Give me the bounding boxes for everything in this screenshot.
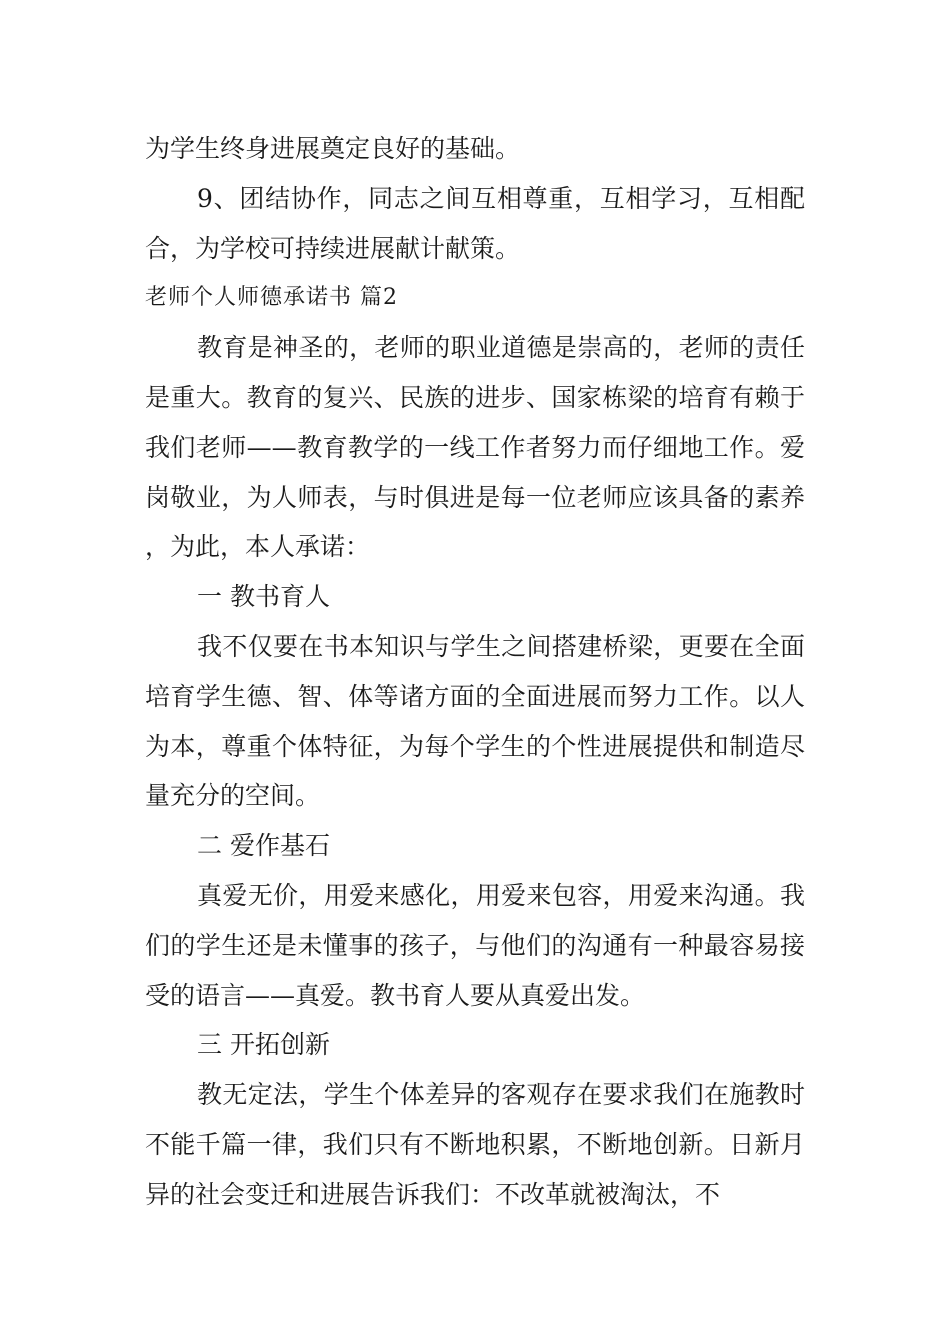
paragraph-1: 我不仅要在书本知识与学生之间搭建桥梁，更要在全面培育学生德、智、体等诸方面的全面进展而努力工作。以人为本，尊重个体特征，为每个学生的个性进展提供和制造尽量充分的空间。 bbox=[145, 631, 805, 811]
paragraph-continuation: 为学生终身进展奠定良好的基础。 bbox=[145, 134, 521, 163]
paragraph-2: 真爱无价，用爱来感化，用爱来包容，用爱来沟通。我们的学生还是未懂事的孩子，与他们的沟通有一种最容易接受的语言——真爱。教书育人要从真爱出发。 bbox=[145, 880, 805, 1010]
paragraph-3: 教无定法，学生个体差异的客观存在要求我们在施教时不能千篇一律，我们只有不断地积累，不断地创新。日新月异的社会变迁和进展告诉我们：不改革就被淘汰，不 bbox=[145, 1080, 805, 1209]
subheading-2: 二 爱作基石 bbox=[197, 831, 330, 861]
paragraph-intro: 教育是神圣的，老师的职业道德是崇高的，老师的责任是重大。教育的复兴、民族的进步、国家栋梁的培育有赖于我们老师——教育教学的一线工作者努力而仔细地工作。爱岗敬业，为人师表，与时俱进是每一位老师应该具备的素养，为此，本人承诺： bbox=[145, 333, 805, 562]
subheading-1: 一 教书育人 bbox=[197, 582, 330, 612]
subheading-3: 三 开拓创新 bbox=[197, 1030, 330, 1060]
paragraph-item-9: 9、团结协作，同志之间互相尊重，互相学习，互相配合，为学校可持续进展献计献策。 bbox=[145, 183, 805, 263]
section-heading: 老师个人师德承诺书 篇2 bbox=[145, 285, 398, 311]
document-page bbox=[145, 124, 805, 1220]
